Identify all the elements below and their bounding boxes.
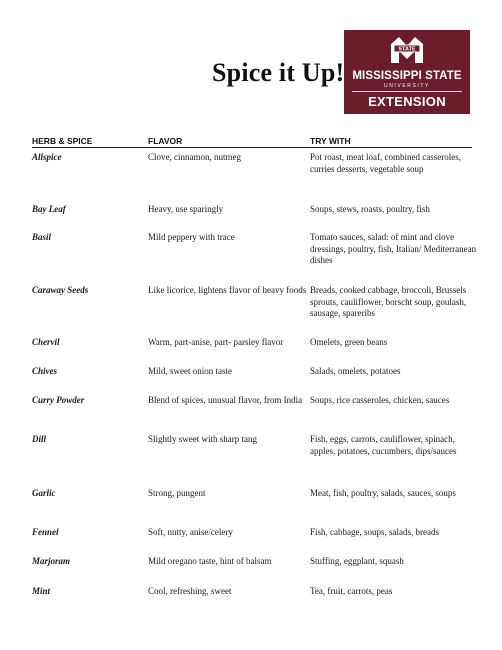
msu-crest-icon — [390, 36, 424, 64]
flavor-text: Strong, pungent — [148, 488, 206, 498]
try-with-text: Fish, eggs, carrots, cauliflower, spinach, apples, potatoes, cucumbers, dips/sauces — [310, 434, 457, 456]
logo-university: UNIVERSITY — [383, 83, 430, 89]
header-rule — [32, 147, 472, 148]
flavor-text: Mild, sweet onion taste — [148, 366, 232, 376]
column-header-herb: HERB & SPICE — [32, 136, 93, 146]
msu-extension-logo — [344, 30, 470, 114]
try-with-text: Omelets, green beans — [310, 337, 388, 347]
herb-name: Bay Leaf — [32, 204, 66, 214]
try-with-text: Breads, cooked cabbage, broccoli, Brussels sprouts, cauliflower, borscht soup, goulash, sausage, spareribs — [310, 285, 467, 318]
column-header-flavor: FLAVOR — [148, 136, 183, 146]
try-with-text: Meat, fish, poultry, salads, sauces, soups — [310, 488, 456, 498]
herb-name: Marjoram — [32, 556, 71, 566]
flavor-text: Blend of spices, unusual flavor, from India — [148, 395, 303, 405]
try-with-text: Pot roast, meat loaf, combined casseroles, curries desserts, vegetable soup — [310, 152, 461, 174]
herb-name: Mint — [32, 586, 51, 596]
try-with-text: Salads, omelets, potatoes — [310, 366, 401, 376]
try-with-text: Soups, stews, roasts, poultry, fish — [310, 204, 430, 214]
column-header-try-with: TRY WITH — [310, 136, 351, 146]
herb-name: Chervil — [32, 337, 60, 347]
flavor-text: Cool, refreshing, sweet — [148, 586, 232, 596]
logo-extension: EXTENSION — [368, 94, 446, 109]
logo-name: MISSISSIPPI STATE — [352, 70, 462, 82]
try-with-text: Tea, fruit, carrots, peas — [310, 586, 393, 596]
flavor-text: Slightly sweet with sharp tang — [148, 434, 257, 444]
try-with-text: Soups, rice casseroles, chicken, sauces — [310, 395, 450, 405]
herb-name: Caraway Seeds — [32, 285, 89, 295]
crest-text: STATE — [398, 46, 416, 53]
flavor-text: Like licorice, lightens flavor of heavy foods — [148, 285, 307, 295]
herb-name: Dill — [32, 434, 47, 444]
herb-name: Fennel — [32, 527, 59, 537]
logo-divider — [352, 91, 462, 92]
herb-name: Garlic — [32, 488, 56, 498]
flavor-text: Heavy, use sparingly — [148, 204, 224, 214]
herb-name: Basil — [32, 232, 52, 242]
flavor-text: Soft, nutty, anise/celery — [148, 527, 233, 537]
herb-name: Chives — [32, 366, 58, 376]
page-title: Spice it Up! — [212, 58, 345, 87]
flavor-text: Clove, cinnamon, nutmeg — [148, 152, 241, 162]
try-with-text: Fish, cabbage, soups, salads, breads — [310, 527, 439, 537]
try-with-text: Tomato sauces, salad: of mint and clove dressings, poultry, fish, Italian/ Mediterranean dishes — [310, 232, 477, 265]
try-with-text: Stuffing, eggplant, squash — [310, 556, 404, 566]
flavor-text: Mild oregano taste, hint of balsam — [148, 556, 272, 566]
herb-name: Allspice — [32, 152, 62, 162]
flavor-text: Mild peppery with trace — [148, 232, 235, 242]
herb-name: Curry Powder — [32, 395, 85, 405]
flavor-text: Warm, part-anise, part- parsley flavor — [148, 337, 284, 347]
